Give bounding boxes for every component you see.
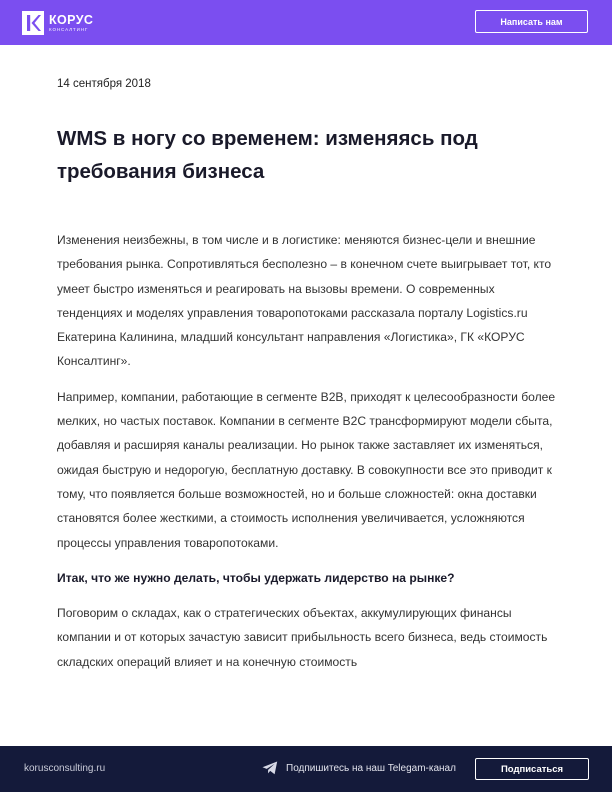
footer-bar [0,746,612,792]
article-body [57,228,557,685]
logo-subword: КОНСАЛТИНГ [49,26,89,32]
logo-word: КОРУС [49,12,94,27]
telegram-icon[interactable] [262,761,278,775]
article-paragraph: Например, компании, работающие в сегменте B2B, приходят к целесообразности более мелких, но частых поставок. Компании в сегменте B2C трансформируют модели сбыта, добавляя и расширяя каналы реализации. Но рынок также заставляет их изменяться, ожидая быструю и недорогую, бесплатную доставку. В совокупности все это приводит к тому, что появляется больше возможностей, но и больше сложностей: окна доставки становятся более жесткими, а стоимость исполнения увеличивается, усложняются процессы управления товаропотоками. [57,389,556,550]
article-date: 14 сентября 2018 [57,78,151,90]
article-paragraph: Изменения неизбежны, в том числе и в логистике: меняются бизнес-цели и внешние требования рынка. Сопротивляться бесполезно – в конечном счете выигрывает тот, кто умеет быстро изменяться и реагировать на вызовы времени. О современных тенденциях и моделях управления товаропотоками рассказала порталу Logistics.ru Екатерина Калинина, младший консультант направления «Логистика», ГК «КОРУС Консалтинг». [57,233,552,369]
telegram-subscribe-text[interactable]: Подпишитесь на наш Telegam-канал [286,763,456,774]
subscribe-button[interactable]: Подписаться [475,758,589,780]
article-subheading: Итак, что же нужно делать, чтобы удержать лидерство на рынке? [57,570,455,585]
article-paragraph: Поговорим о складах, как о стратегических объектах, аккумулирующих финансы компании и от которых зачастую зависит прибыльность всего бизнеса, ведь стоимость складских операций влияет и на конечную стоимость [57,606,548,669]
korus-logo-icon [22,11,44,35]
contact-us-button[interactable]: Написать нам [475,10,588,33]
article-title: WMS в ногу со временем: изменяясь под требования бизнеса [57,127,478,183]
header-bar [0,0,612,45]
site-link[interactable]: korusconsulting.ru [24,763,106,774]
logo-wordmark [49,14,93,33]
korus-logo[interactable] [22,10,93,36]
